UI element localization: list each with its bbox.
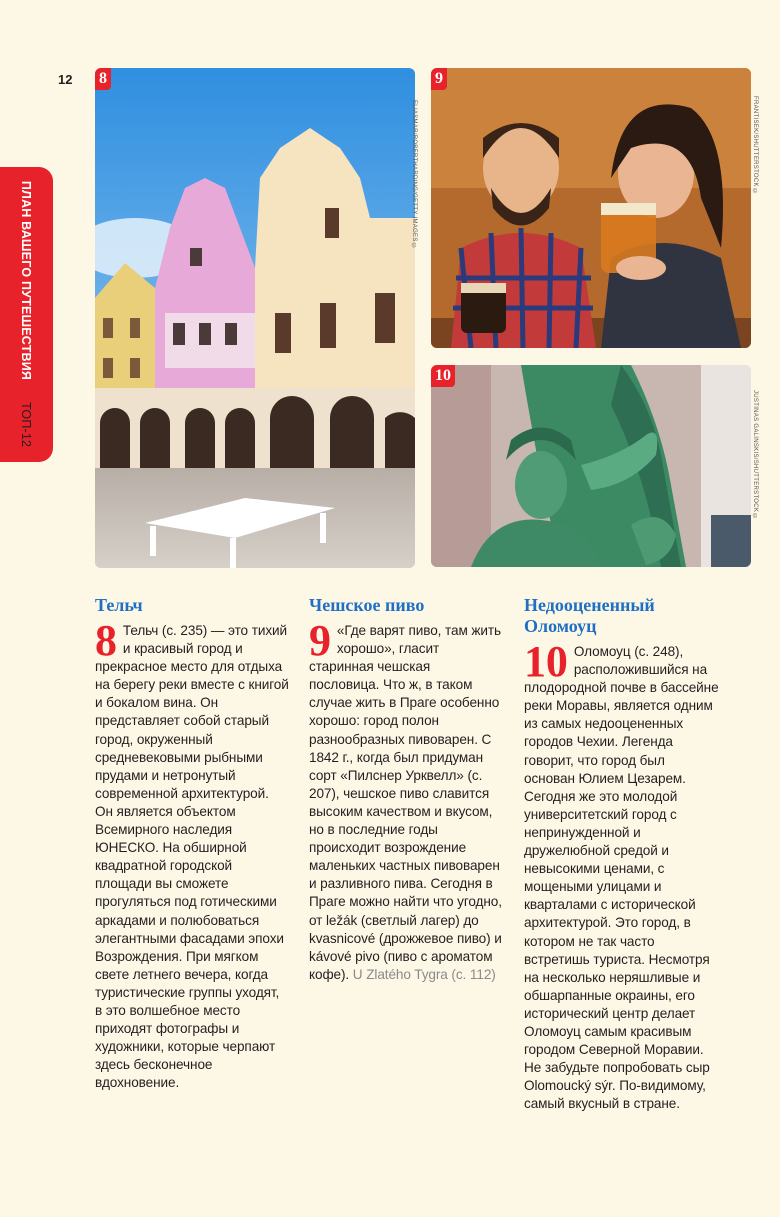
photo-credit: JUSTINAS GALINSKIS/SHUTTERSTOCK © (752, 390, 758, 521)
place-reference: U Zlatého Tygra (с. 112) (352, 966, 496, 982)
article-telc (95, 595, 290, 1092)
article-czech-beer (309, 595, 504, 984)
article-title: Тельч (95, 595, 143, 615)
photo-badge: 8 (95, 68, 111, 90)
drop-cap: 8 (95, 616, 117, 665)
article-body (524, 637, 719, 1113)
article-text: Тельч (с. 235) — это тихий и красивый город и прекрасное место для отдыха на берегу реки вместе с книгой и бокалом вина. Он представляет собой старый город, окруженный средневековыми рыбными прудами и нетронутый современной архитектурой. Он является объектом Всемирного наследия ЮНЕСКО. На обширной квадратной городской площади вы сможете прогуляться под готическими аркадами и полюбоваться элегантными фасадами эпохи Возрождения. При мягком свете летнего вечера, когда туристические группы уходят, в это волшебное место приходят фотографы и художники, которые черпают здесь бесконечное вдохновение. (95, 623, 289, 1091)
drop-cap: 10 (524, 637, 568, 686)
photo-badge: 10 (431, 365, 455, 387)
photo-credit: ELIASMAR/ROBERTHARDING/GETTY IMAGES © (411, 100, 417, 250)
article-title: Недооцененный Оломоуц (524, 595, 655, 636)
beer-drinkers-image (431, 68, 751, 348)
telc-square-image (95, 68, 415, 568)
photo-telc (95, 68, 415, 568)
side-tab-text (19, 181, 33, 447)
photo-badge: 9 (431, 68, 447, 90)
fountain-statue-image (431, 365, 751, 567)
article-text: «Где варят пиво, там жить хорошо», гласит старинная чешская пословица. Что ж, в таком случае жить в Праге особенно хорошо: город полон разнообразных пивоварен. С 1842 г., когда был придуман сорт «Пилснер Урквелл» (с. 207), чешское пиво славится высоким качеством и вкусом, но в последние годы происходит возрождение маленьких частных пивоварен и разливного пива. Сегодня в Праге можно найти что угодно, от ležák (светлый лагер) до kvasnicové (дрожжевое пиво) и kávové pivo (пиво с ароматом кофе). (309, 623, 502, 982)
photo-beer (431, 68, 751, 348)
side-tab-title: ПЛАН ВАШЕГО ПУТЕШЕСТВИЯ (19, 180, 33, 381)
article-body (309, 616, 504, 984)
page-number: 12 (58, 72, 73, 87)
photo-credit: FRANTISEK/SHUTTERSTOCK © (752, 96, 758, 196)
drop-cap: 9 (309, 616, 331, 665)
article-body (95, 616, 290, 1092)
article-olomouc (524, 595, 719, 1113)
article-text: Оломоуц (с. 248), расположившийся на плодородной почве в бассейне реки Моравы, является одним из самых недооцененных городов Чехии. Легенда говорит, что город был основан Юлием Цезарем. Сегодня же это молодой университетский город с непринужденной и дружелюбной средой и невысокими ценами, с мощеными улицами и кварталами с исторической архитектурой. Это город, в котором не так часто встретишь туриста. Несмотря на несколько неряшливые и обшарпанные окраины, его исторический центр делает Оломоуц самым красивым городом Северной Моравии. Не забудьте попробовать сыр Olomoucký sýr. По-видимому, самый вкусный в стране. (524, 644, 719, 1112)
side-tab-section: ТОП-12 (19, 402, 33, 448)
article-title: Чешское пиво (309, 595, 425, 615)
photo-olomouc (431, 365, 751, 567)
